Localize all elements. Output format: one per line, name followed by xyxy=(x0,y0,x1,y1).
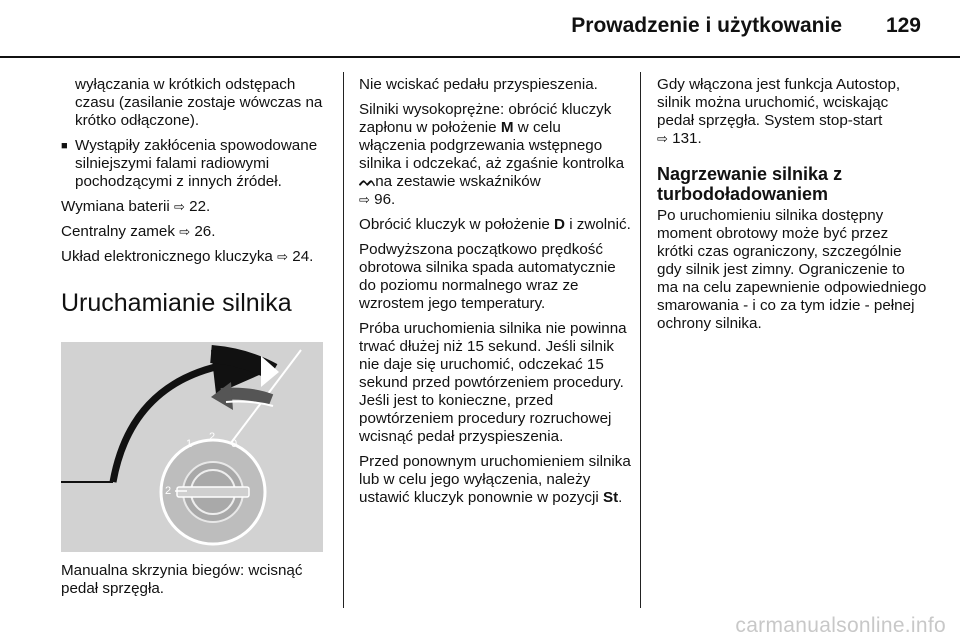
page-header xyxy=(0,0,960,56)
header-rule xyxy=(0,56,960,58)
text: w celu włączenia podgrzewania wstępnego silnika i odczekać, aż zgaśnie kontrolka xyxy=(359,119,625,172)
cross-ref-page[interactable]: 131. xyxy=(672,130,702,147)
text: Silniki wysokoprężne: obrócić kluczyk zapłonu w położenie xyxy=(359,101,612,136)
column-divider xyxy=(640,72,641,608)
section-heading: Uruchamianie silnika xyxy=(61,289,292,317)
key-position-m: M xyxy=(500,119,514,136)
bullet-text: Wystąpiły zakłócenia spowodowane silniejszymi falami radiowymi pochodzącymi z innych źródeł. xyxy=(75,137,318,190)
ref-arrow-icon: ⇨ xyxy=(277,249,289,264)
ref-arrow-icon: ⇨ xyxy=(359,192,370,207)
caption-manual-gearbox: Manualna skrzynia biegów: wcisnąć pedał sprzęgła. xyxy=(61,562,303,597)
column-3 xyxy=(657,76,927,340)
key-position-d: D xyxy=(554,216,565,233)
paragraph: Nie wciskać pedału przyspieszenia. xyxy=(359,76,598,93)
key-pos-1: 1 xyxy=(186,438,193,450)
paragraph: Podwyższona początkowo prędkość obrotowa silnika spada automatycznie do poziomu normalnego wraz ze wzrostem jego temperatury. xyxy=(359,241,616,312)
cross-ref-electronic-key[interactable] xyxy=(61,248,331,266)
cross-ref-text: Centralny zamek xyxy=(61,223,175,240)
chapter-title: Prowadzenie i użytkowanie xyxy=(571,14,842,37)
column-2 xyxy=(359,76,631,514)
page-number: 129 xyxy=(885,14,921,37)
bullet-mark: ■ xyxy=(61,140,68,152)
text: i zwolnić. xyxy=(569,216,631,233)
cross-ref-page: 22. xyxy=(189,198,211,215)
ref-arrow-icon: ⇨ xyxy=(173,199,185,214)
key-pos-0: 0 xyxy=(231,438,238,450)
cross-ref-text: Wymiana baterii xyxy=(61,198,170,215)
text: na zestawie wskaźników xyxy=(375,173,541,190)
paragraph-diesel xyxy=(359,101,631,209)
paragraph-autostop xyxy=(657,76,927,148)
cross-ref-text: Układ elektronicznego kluczyka xyxy=(61,248,273,265)
paragraph-continuation: wyłączania w krótkich odstępach czasu (zasilanie zostaje wówczas na krótko odłączone). xyxy=(75,76,323,129)
paragraph: Próba uruchomienia silnika nie powinna trwać dłużej niż 15 sekund. Jeśli silnik nie daje się uruchomić, odczekać 15 sekund przed powtórzeniem procedury. Jeśli jest to konieczne, przed powtórzeniem procedury rozruchowej wcisnąć pedał przyspieszenia. xyxy=(359,320,627,445)
key-pos-side: 2 xyxy=(165,485,172,497)
cross-ref-page: 24. xyxy=(292,248,314,265)
key-pos-2: 2 xyxy=(209,431,216,443)
watermark: carmanualsonline.info xyxy=(735,614,946,637)
cross-ref-page: 26. xyxy=(194,223,216,240)
paragraph-position-st: Przed ponownym uruchomieniem silnika lub w celu jego wyłączenia, należy ustawić kluczyk ponownie w pozycji St. xyxy=(359,453,631,506)
column-1 xyxy=(61,76,331,605)
paragraph: Po uruchomieniu silnika dostępny moment obrotowy może być przez krótki czas ograniczony, szczególnie gdy silnik jest zimny. Ograniczenie to ma na celu zapewnienie odpowiedniego smarowania - i co za tym idzie - pełnej ochrony silnika. xyxy=(657,207,927,332)
key-position-st: St xyxy=(602,489,619,506)
ref-arrow-icon: ⇨ xyxy=(179,224,191,239)
bullet-item xyxy=(61,137,331,191)
cross-ref-battery[interactable] xyxy=(61,198,331,216)
glow-plug-lamp-icon: ᨓ xyxy=(359,173,378,190)
text: Obrócić kluczyk w położenie xyxy=(359,216,550,233)
paragraph-position-d xyxy=(359,216,631,234)
key-slot xyxy=(177,487,249,497)
cross-ref-central-lock[interactable] xyxy=(61,223,331,241)
text: Przed ponownym uruchomieniem silnika lub w celu jego wyłączenia, należy ustawić kluczyk ponownie w pozycji xyxy=(359,453,631,506)
cross-ref-page[interactable]: 96. xyxy=(374,191,396,208)
subsection-heading: Nagrzewanie silnika z turbodoładowaniem xyxy=(657,164,843,204)
ignition-key-illustration xyxy=(61,342,323,552)
text: Gdy włączona jest funkcja Autostop, silnik można uruchomić, wciskając pedał sprzęgła. System stop-start xyxy=(657,76,901,129)
ref-arrow-icon: ⇨ xyxy=(657,131,668,146)
column-divider xyxy=(343,72,344,608)
